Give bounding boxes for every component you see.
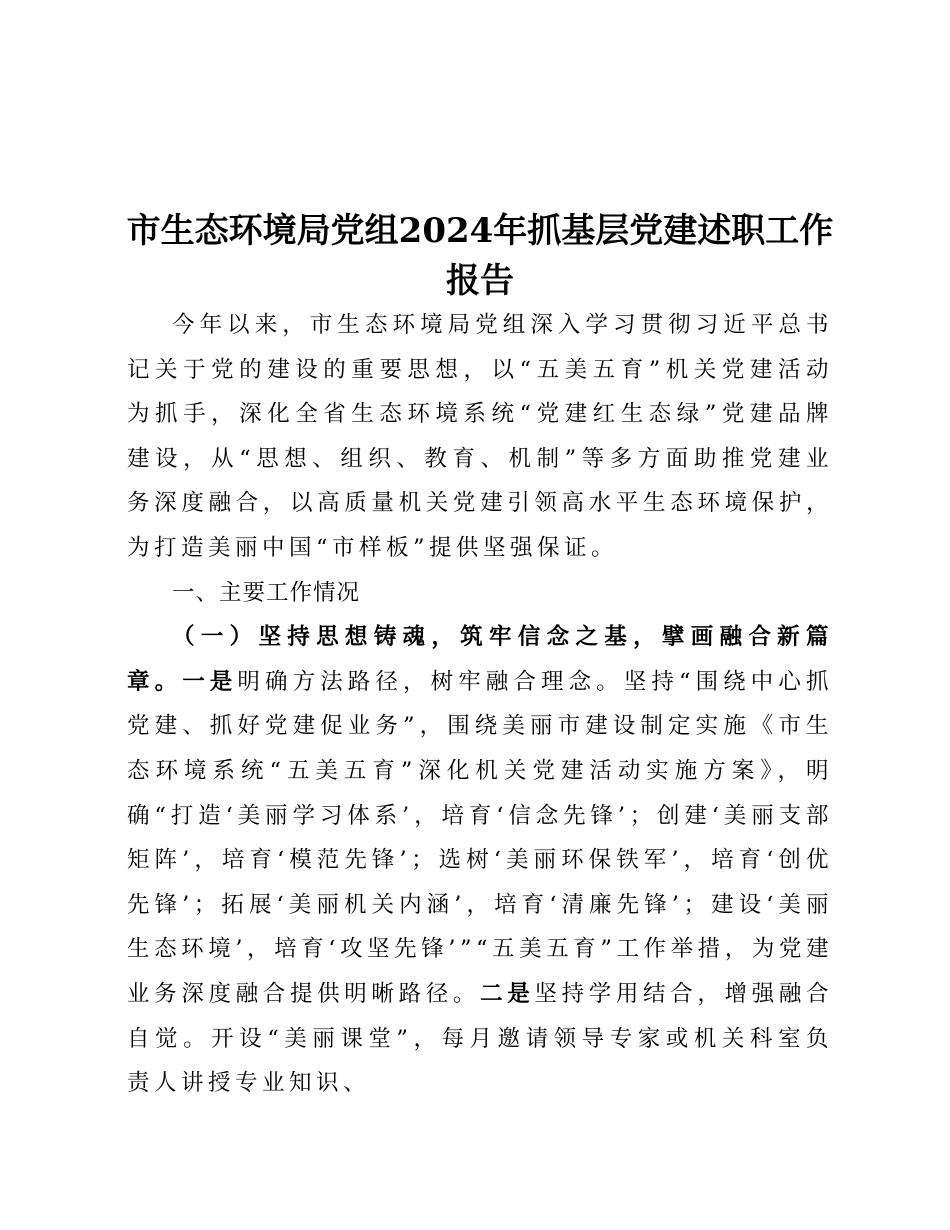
item-marker-one: 一是 [182,668,238,695]
document-body [127,303,833,1106]
intro-paragraph: 今年以来，市生态环境局党组深入学习贯彻习近平总书记关于党的建设的重要思想，以“五美五育”机关党建活动为抓手，深化全省生态环境系统“党建红生态绿”党建品牌建设，从“思想、组织、教育、机制”等多方面助推党建业务深度融合，以高质量机关党建引领高水平生态环境保护，为打造美丽中国“市样板”提供坚强保证。 [127,312,833,561]
item-text-one: 明确方法路径，树牢融合理念。坚持“围绕中心抓党建、抓好党建促业务”，围绕美丽市建设制定实施《市生态环境系统“五美五育”深化机关党建活动实施方案》，明确“打造‘美丽学习体系’，培育‘信念先锋’；创建‘美丽支部矩阵’，培育‘模范先锋’；选树‘美丽环保铁军’，培育‘创优先锋’；拓展‘美丽机关内涵’，培育‘清廉先锋’；建设‘美丽生态环境’，培育‘攻坚先锋’”“五美五育”工作举措，为党建业务深度融合提供明晰路径。 [127,668,833,1007]
item-text-two: 坚持学用结合，增强融合自觉。开设“美丽课堂”，每月邀请领导专家或机关科室负责人讲授专业知识、 [127,980,833,1097]
section-heading: 一、主要工作情况 [172,579,361,606]
document-title: 市生态环境局党组2024年抓基层党建述职工作报告 [126,211,834,301]
item-marker-two: 二是 [480,980,535,1007]
subsection-paragraph [127,615,833,1106]
subsection-heading: （一）坚持思想铸魂，筑牢信念之基，擘画融合新篇章。 [127,624,833,695]
